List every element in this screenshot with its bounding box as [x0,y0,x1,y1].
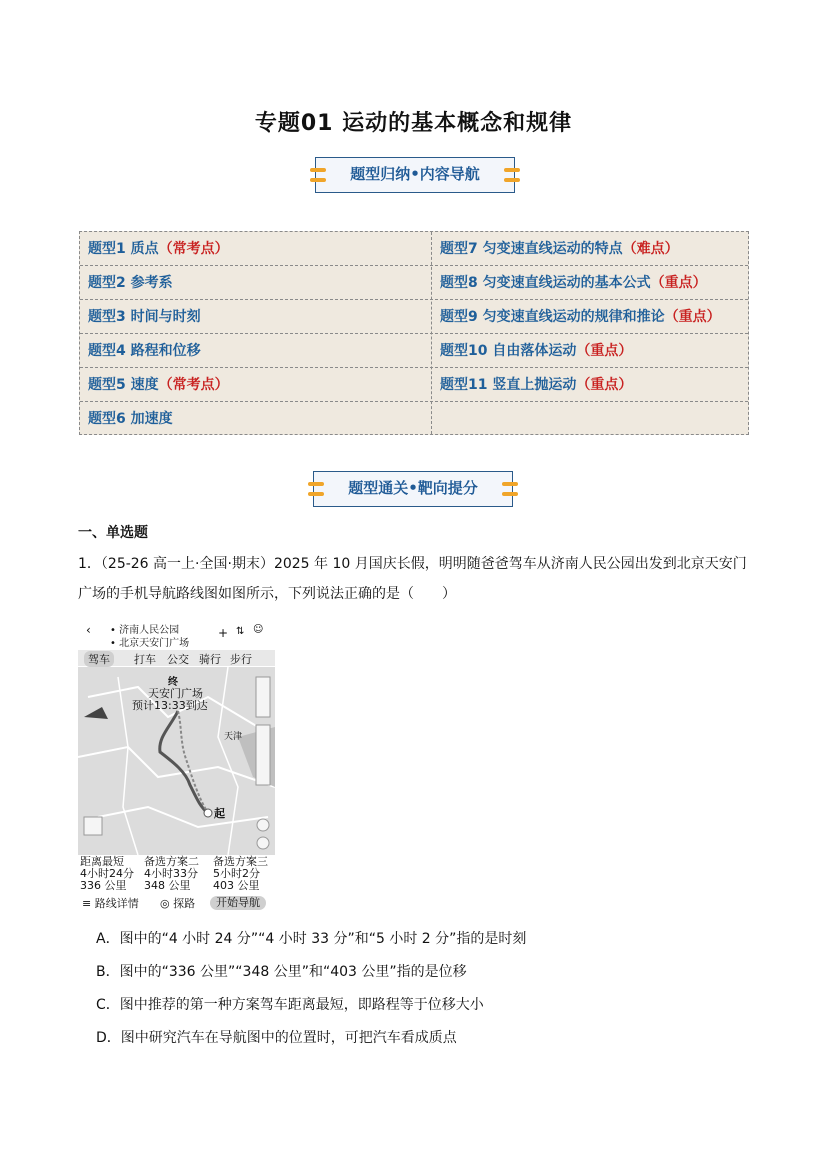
route-header [78,618,275,648]
banner-decoration-left [310,168,326,172]
tab-bus: 公交 [167,653,189,666]
map-city-label: 天津 [224,732,243,742]
banner-decoration-right [504,168,520,172]
transport-tabs [78,650,275,666]
option-c[interactable]: C．图中推荐的第一种方案驾车距离最短，即路程等于位移大小 [96,997,484,1013]
page-title: 专题01 运动的基本概念和规律 [254,111,573,136]
swap-icon: ⇅ [236,626,245,637]
banner-decoration-right-2 [504,178,520,182]
tab-taxi: 打车 [134,653,156,666]
banner-decoration-left-2 [308,492,324,496]
topic-link-8[interactable]: 题型8 匀变速直线运动的基本公式（重点） [440,275,707,291]
topic-link-10[interactable]: 题型10 自由落体运动（重点） [440,343,633,359]
map-eta-label: 预计13:33到达 [132,699,208,712]
destination-label: • 北京天安门广场 [110,638,190,649]
route-options [78,856,275,912]
option-b[interactable]: B．图中的“336 公里”“348 公里”和“403 公里”指的是位移 [96,964,467,980]
route-map [78,667,275,855]
topic-link-5[interactable]: 题型5 速度（常考点） [88,377,229,393]
route-option-2: 备选方案二 4小时33分 348 公里 [144,855,199,892]
topic-navigation-table [79,231,749,435]
tab-bike: 骑行 [199,653,221,666]
back-arrow-icon: ‹ [86,623,91,637]
topic-link-6[interactable]: 题型6 加速度 [88,411,173,427]
route-details-link: ≡ 路线详情 [82,897,139,910]
start-navigation-button: 开始导航 [210,896,266,910]
navigation-screenshot [78,618,275,912]
section-banner-navigation [315,157,515,193]
topic-link-4[interactable]: 题型4 路程和位移 [88,343,201,359]
section-banner-practice [313,471,513,507]
banner-decoration-right [502,482,518,486]
option-d[interactable]: D．图中研究汽车在导航图中的位置时，可把汽车看成质点 [96,1030,457,1046]
question-text-line-1: 1．（25-26 高一上·全国·期末）2025 年 10 月国庆长假，明明随爸爸驾车从济南人民公园出发到北京天安门 [78,556,747,572]
section-heading: 一、单选题 [78,525,148,541]
question-text-line-2: 广场的手机导航路线图如图所示，下列说法正确的是（ ） [78,586,456,602]
route-option-1: 距离最短 4小时24分 336 公里 [80,855,134,892]
banner-decoration-left [308,482,324,486]
topic-link-7[interactable]: 题型7 匀变速直线运动的特点（难点） [440,241,679,257]
tab-drive: 驾车 [84,651,114,667]
topic-link-2[interactable]: 题型2 参考系 [88,275,173,291]
topic-link-9[interactable]: 题型9 匀变速直线运动的规律和推论（重点） [440,309,721,325]
option-a[interactable]: A．图中的“4 小时 24 分”“4 小时 33 分”和“5 小时 2 分”指的是时刻 [96,931,527,947]
topic-link-3[interactable]: 题型3 时间与时刻 [88,309,201,325]
map-end-marker: 终 [168,677,178,688]
banner-label: 题型通关•靶向提分 [348,479,478,497]
add-stop-icon: + [218,626,229,640]
route-option-3: 备选方案三 5小时2分 403 公里 [213,855,268,892]
topic-link-11[interactable]: 题型11 竖直上抛运动（重点） [440,377,633,393]
explore-link: ◎ 探路 [160,897,196,910]
banner-decoration-right-2 [502,492,518,496]
tab-walk: 步行 [230,653,252,666]
topic-link-1[interactable]: 题型1 质点（常考点） [88,241,229,257]
origin-label: • 济南人民公园 [110,625,180,636]
map-start-marker: 起 [214,807,225,820]
assistant-icon: ☺ [253,624,264,635]
map-destination-label: 天安门广场 [148,687,203,700]
banner-decoration-left-2 [310,178,326,182]
banner-label: 题型归纳•内容导航 [350,165,480,183]
